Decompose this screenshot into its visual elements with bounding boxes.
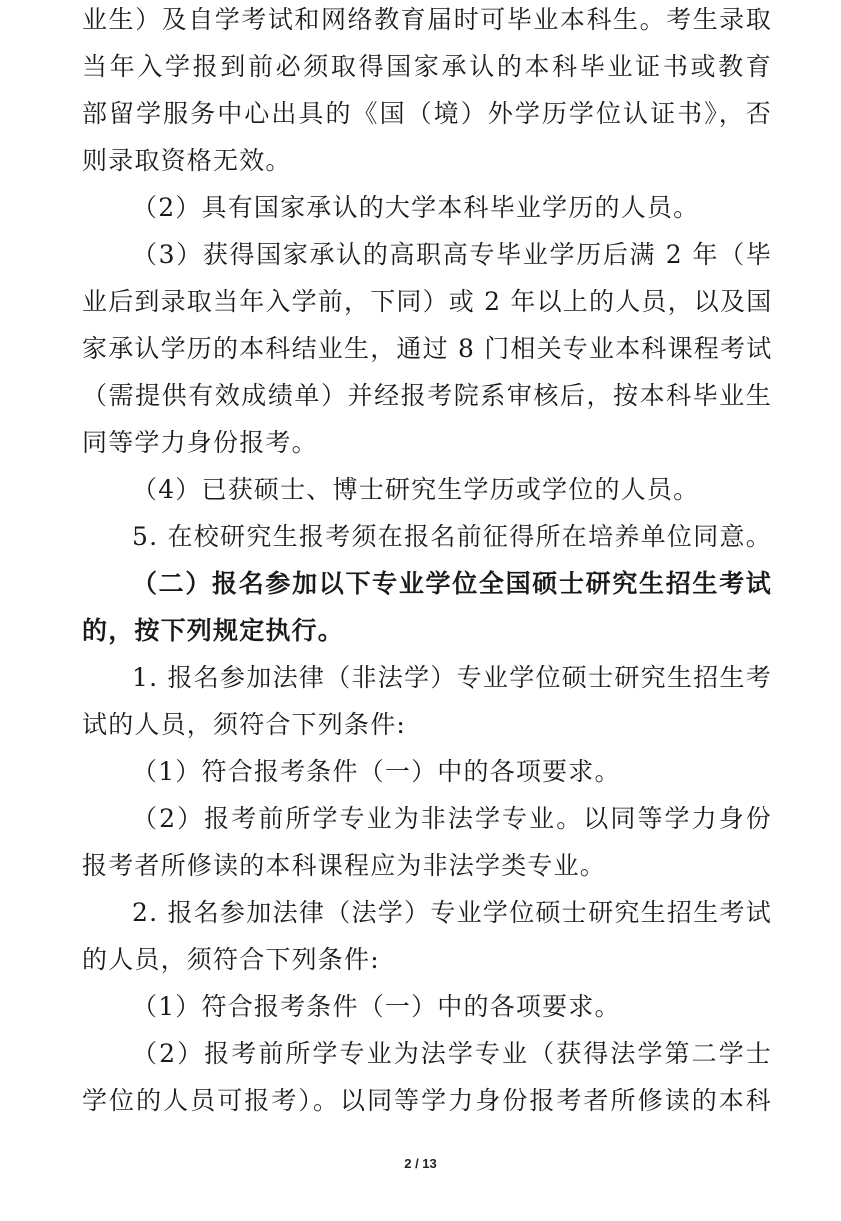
text-line-17: （1）符合报考条件（一）中的各项要求。 xyxy=(132,757,621,786)
text-line-6: （3）获得国家承认的高职高专毕业学历后满 2 年（毕 xyxy=(132,240,772,269)
text-line-1: 业生）及自学考试和网络教育届时可毕业本科生。考生录取 xyxy=(82,5,772,34)
section-heading-line-2: 的，按下列规定执行。 xyxy=(82,616,345,645)
text-line-7: 业后到录取当年入学前，下同）或 2 年以上的人员，以及国 xyxy=(82,287,772,316)
text-line-4: 则录取资格无效。 xyxy=(82,146,292,175)
text-line-10: 同等学力身份报考。 xyxy=(82,428,318,457)
text-line-2: 当年入学报到前必须取得国家承认的本科毕业证书或教育 xyxy=(82,52,772,81)
text-line-8: 家承认学历的本科结业生，通过 8 门相关专业本科课程考试 xyxy=(82,334,772,363)
text-line-24: 学位的人员可报考）。以同等学力身份报考者所修读的本科 xyxy=(82,1086,772,1115)
text-line-21: 的人员，须符合下列条件: xyxy=(82,945,380,974)
text-line-20: 2. 报名参加法律（法学）专业学位硕士研究生招生考试 xyxy=(132,898,772,927)
text-line-19: 报考者所修读的本科课程应为非法学类专业。 xyxy=(82,851,607,880)
page-number: 2 / 13 xyxy=(404,1156,437,1171)
text-line-15: 1. 报名参加法律（非法学）专业学位硕士研究生招生考 xyxy=(132,663,772,692)
text-line-5: （2）具有国家承认的大学本科毕业学历的人员。 xyxy=(132,193,700,222)
text-line-12: 5. 在校研究生报考须在报名前征得所在培养单位同意。 xyxy=(132,522,772,551)
text-line-3: 部留学服务中心出具的《国（境）外学历学位认证书》，否 xyxy=(82,99,772,128)
text-line-16: 试的人员，须符合下列条件: xyxy=(82,710,407,739)
text-line-22: （1）符合报考条件（一）中的各项要求。 xyxy=(132,992,621,1021)
section-heading-line-1: （二）报名参加以下专业学位全国硕士研究生招生考试 xyxy=(132,569,772,598)
text-line-11: （4）已获硕士、博士研究生学历或学位的人员。 xyxy=(132,475,700,504)
text-line-23: （2）报考前所学专业为法学专业（获得法学第二学士 xyxy=(132,1039,772,1068)
text-line-9: （需提供有效成绩单）并经报考院系审核后，按本科毕业生 xyxy=(82,381,772,410)
text-line-18: （2）报考前所学专业为非法学专业。以同等学力身份 xyxy=(132,804,772,833)
